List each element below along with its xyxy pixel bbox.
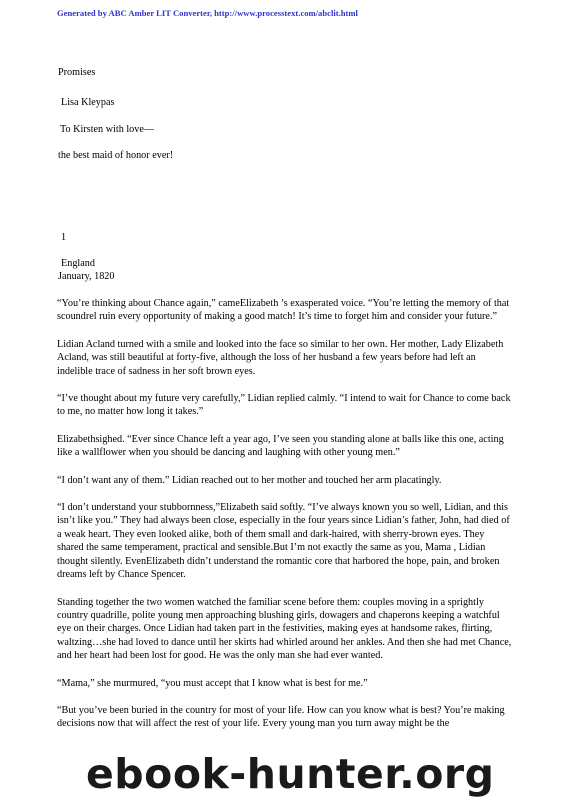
watermark-logo: ebook-hunter.org xyxy=(86,750,495,798)
paragraph: “I’ve thought about my future very carefully,” Lidian replied calmly. “I intend to wait for Chance to come back to me, no matter how long it takes.” xyxy=(57,393,511,418)
paragraph: “Mama,” she murmured, “you must accept that I know what is best for me.” xyxy=(57,677,368,689)
chapter-number: 1 xyxy=(61,232,67,243)
dedication-line-2: the best maid of honor ever! xyxy=(58,150,174,161)
paragraph: “But you’ve been buried in the country for most of your life. How can you know what is best? You’re making decisions now that will affect the rest of your life. Every young man you turn away might be the xyxy=(57,704,505,730)
paragraph: Standing together the two women watched the familiar scene before them: couples moving in a sprightly country quadrille, polite young men approaching blushing girls, dowagers and chaperons keeping a watchful eye on their charges. Once Lidian had taken part in the festivities, making eyes at handsome rakes, flirting, waltzing…she had loved to dance until her skirts had whirled around her ankles. And then she had met Chance, and her heart had been lost for good. He was the only man she had ever wanted. xyxy=(57,596,512,662)
generator-header-link[interactable]: Generated by ABC Amber LIT Converter, http://www.processtext.com/abclit.html xyxy=(57,8,358,18)
book-title: Promises xyxy=(58,67,96,78)
dedication-line-1: To Kirsten with love— xyxy=(60,124,155,135)
paragraph: “I don’t understand your stubbornness,”Elizabeth said softly. “I’ve always known you so well, Lidian, and this isn’t like you.” They had always been close, especially in the four years since Lidian’s father, John, had died of a weak heart. They even looked alike, both of them small and dark-haired, with sherry-brown eyes. They shared the same temperament, practical and sensible.But I’m not exactly the same as you, Mama , Lidian thought silently. EvenElizabeth didn’t understand the romantic core that harbored the hope, pain, and broken dreams left by Chance Spencer. xyxy=(57,502,510,581)
chapter-body xyxy=(57,297,512,745)
paragraph: Lidian Acland turned with a smile and looked into the face so similar to her own. Her mother, Lady Elizabeth Acland, was still beautiful at forty-five, although the loss of her husband a few years before had left an indelible trace of sadness in her soft brown eyes. xyxy=(57,338,504,377)
book-author: Lisa Kleypas xyxy=(61,97,115,108)
chapter-date: January, 1820 xyxy=(58,271,115,282)
chapter-location: England xyxy=(61,258,95,269)
paragraph: “I don’t want any of them.” Lidian reached out to her mother and touched her arm placatingly. xyxy=(57,474,442,486)
paragraph: “You’re thinking about Chance again,” cameElizabeth ’s exasperated voice. “You’re letting the memory of that scoundrel ruin every opportunity of making a good match! It’s time to forget him and consider your future.” xyxy=(57,298,510,323)
paragraph: Elizabethsighed. “Ever since Chance left a year ago, I’ve seen you standing alone at balls like this one, acting like a wallflower when you should be dancing and laughing with other young men.” xyxy=(57,433,504,459)
